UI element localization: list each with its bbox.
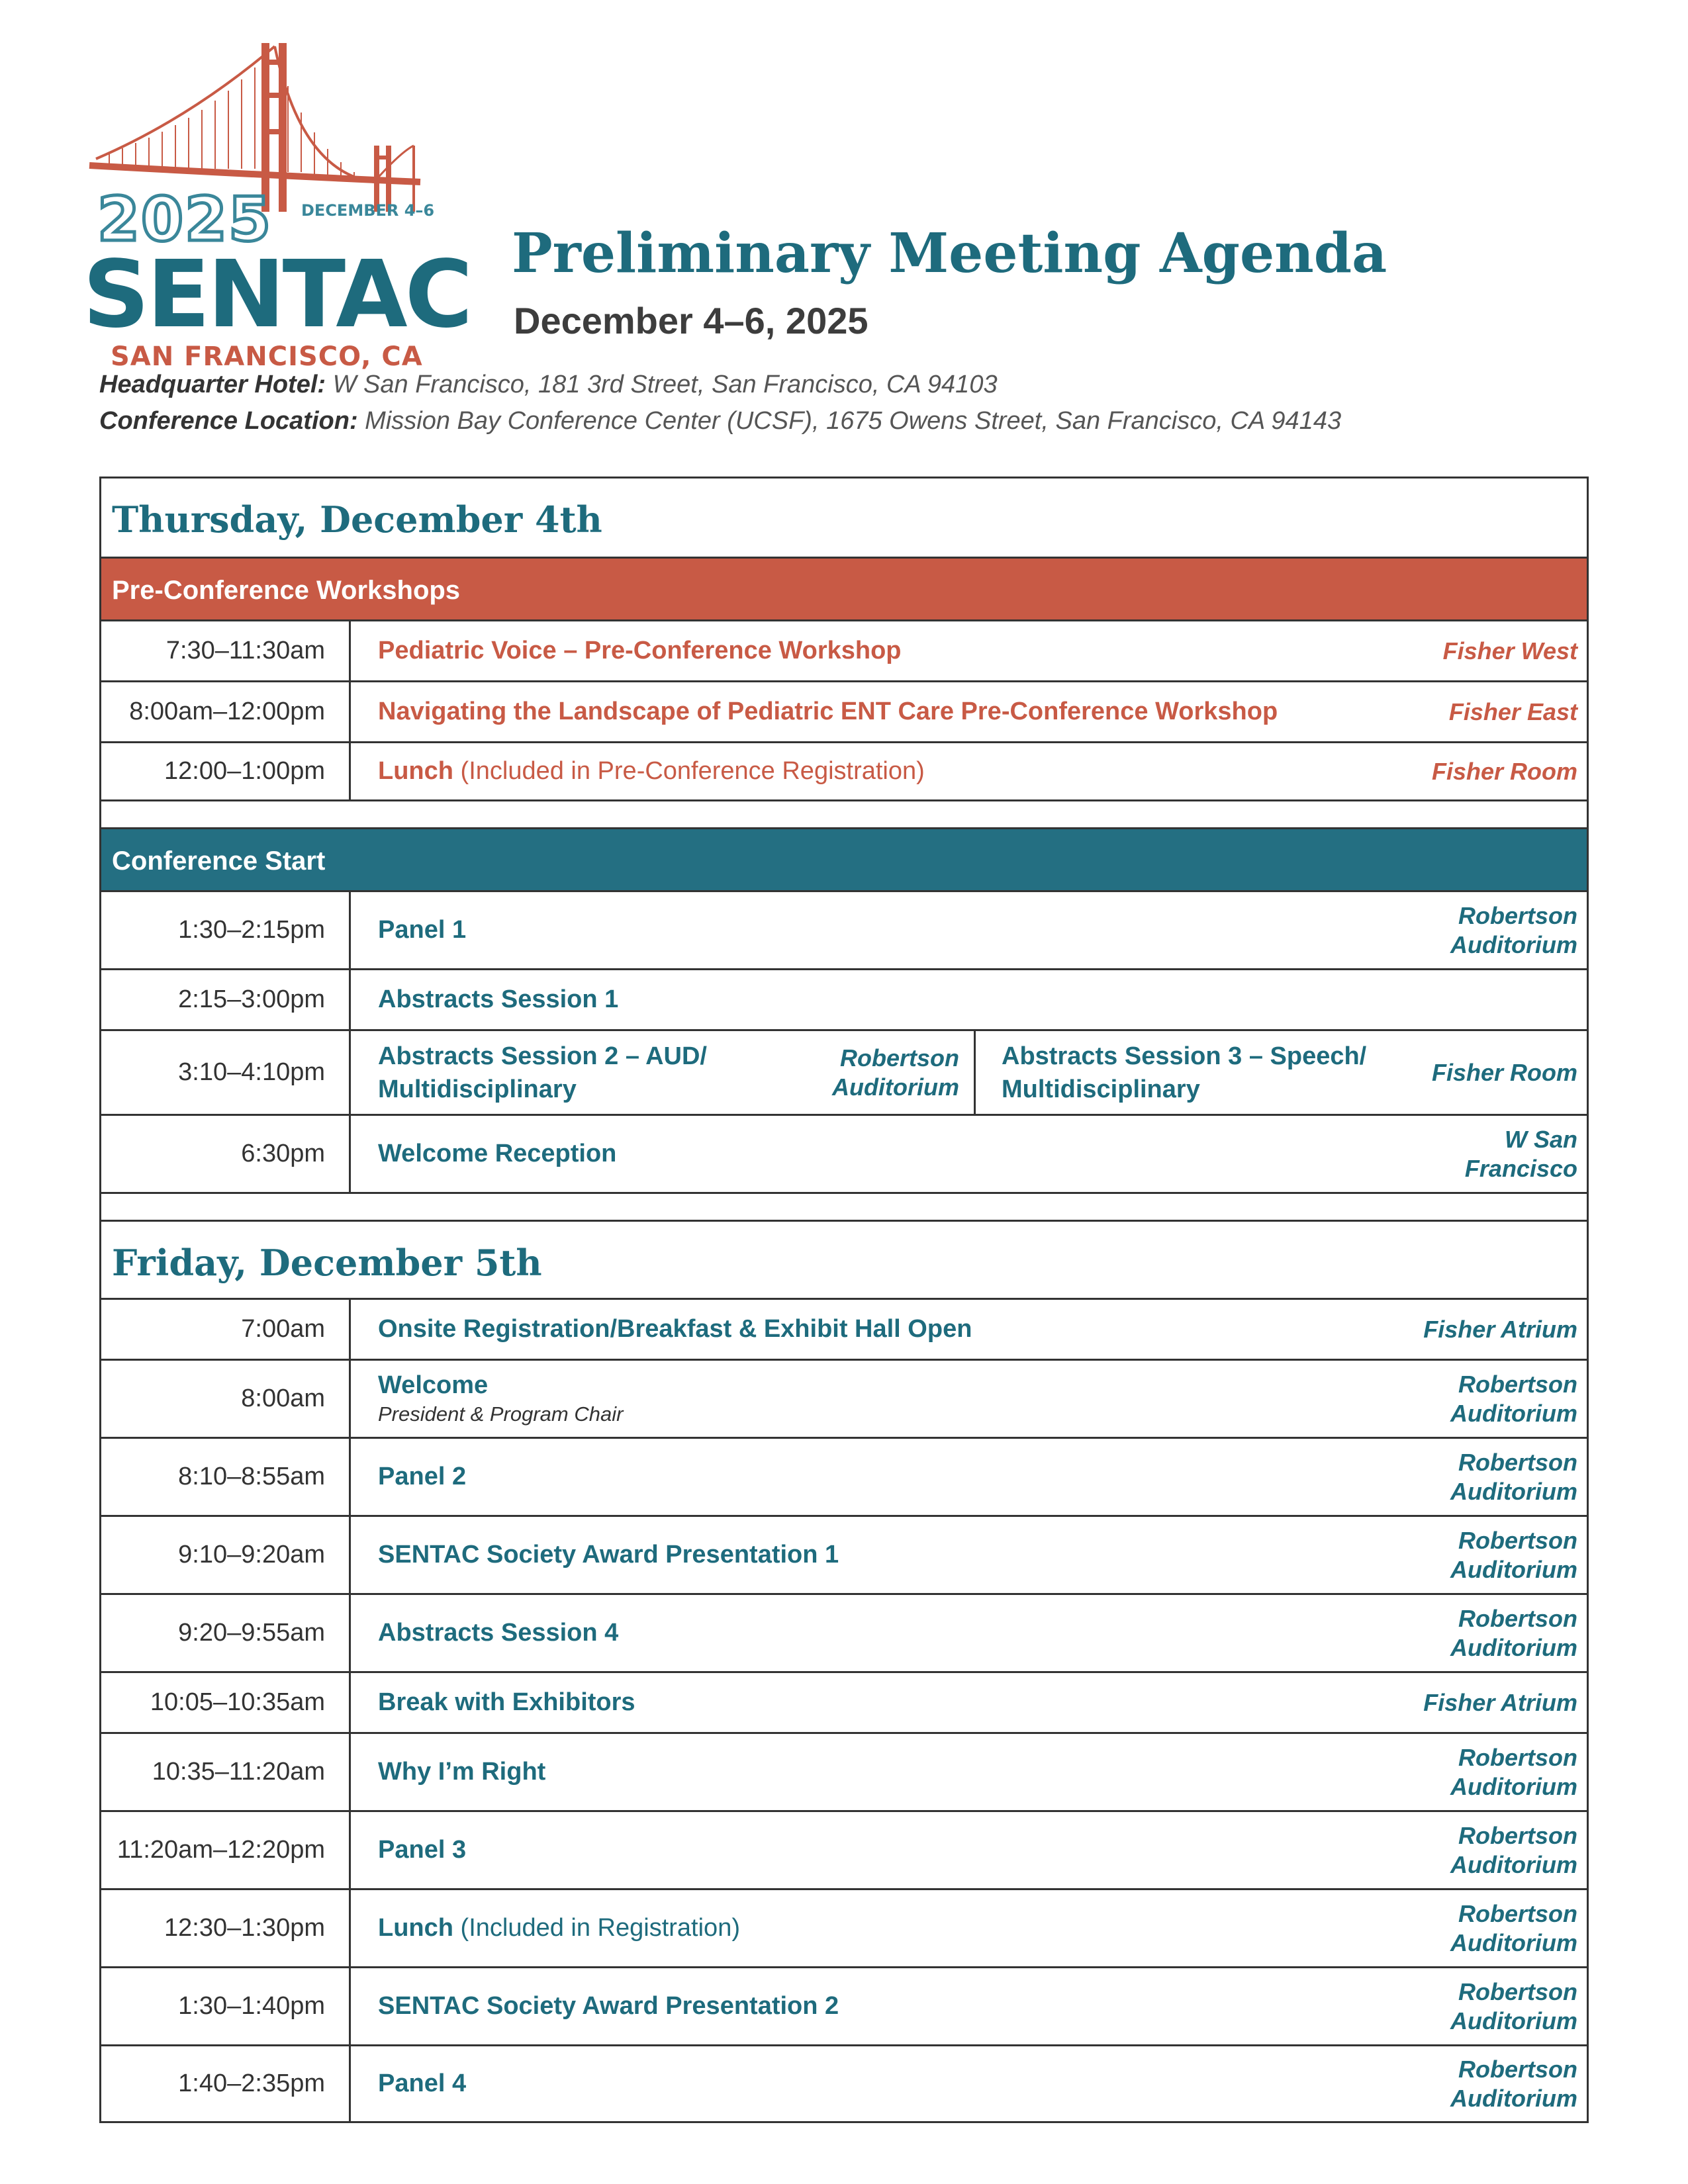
row-location: Robertson Auditorium bbox=[1450, 1370, 1577, 1427]
table-row bbox=[101, 1732, 1587, 1810]
column-divider bbox=[974, 1031, 976, 1114]
day-title: Friday, December 5th bbox=[112, 1242, 542, 1284]
row-event bbox=[378, 892, 466, 968]
row-location: Robertson Auditorium bbox=[1450, 901, 1577, 958]
row-time: 7:00am bbox=[101, 1300, 351, 1359]
row-time: 12:00–1:00pm bbox=[101, 743, 351, 799]
section-title: Conference Start bbox=[112, 846, 326, 876]
venue-conference-value: Mission Bay Conference Center (UCSF), 1675 Owens Street, San Francisco, CA 94143 bbox=[365, 407, 1342, 435]
table-row bbox=[101, 1888, 1587, 1966]
event-a-line1: Abstracts Session 2 – AUD/ bbox=[378, 1042, 707, 1070]
table-row bbox=[101, 1810, 1587, 1888]
table-row bbox=[101, 1359, 1587, 1437]
row-event bbox=[378, 682, 1278, 741]
row-event bbox=[378, 2046, 466, 2121]
row-location: Fisher Room bbox=[1431, 757, 1577, 785]
venue-conference-label: Conference Location: bbox=[99, 407, 358, 435]
row-event bbox=[378, 1890, 740, 1966]
row-location: Robertson Auditorium bbox=[1450, 1604, 1577, 1661]
row-event bbox=[378, 1517, 839, 1593]
row-location: Robertson Auditorium bbox=[1450, 1526, 1577, 1583]
table-row bbox=[101, 1671, 1587, 1732]
row-event bbox=[378, 1361, 623, 1437]
row-event bbox=[378, 743, 925, 799]
row-time: 1:40–2:35pm bbox=[101, 2046, 351, 2121]
event-title: Navigating the Landscape of Pediatric ENT Care Pre-Conference Workshop bbox=[378, 698, 1278, 725]
event-title: Abstracts Session 4 bbox=[378, 1619, 619, 1647]
table-row-split bbox=[101, 1029, 1587, 1114]
event-note: (Included in Pre-Conference Registration) bbox=[460, 757, 925, 785]
row-location: Robertson Auditorium bbox=[1450, 1743, 1577, 1800]
table-row bbox=[101, 890, 1587, 968]
event-title: Lunch bbox=[378, 757, 453, 785]
event-title: Lunch bbox=[378, 1914, 453, 1942]
logo-city: SAN FRANCISCO, CA bbox=[111, 341, 423, 372]
event-title: Welcome bbox=[378, 1371, 489, 1399]
day-title: Thursday, December 4th bbox=[112, 498, 602, 541]
spacer-row bbox=[101, 799, 1587, 827]
row-location: Robertson Auditorium bbox=[1450, 1899, 1577, 1956]
row-time: 8:10–8:55am bbox=[101, 1439, 351, 1515]
event-title: Break with Exhibitors bbox=[378, 1688, 635, 1716]
table-row bbox=[101, 1298, 1587, 1359]
table-row bbox=[101, 680, 1587, 741]
agenda-table bbox=[99, 477, 1589, 2123]
row-time: 11:20am–12:20pm bbox=[101, 1812, 351, 1888]
event-subtitle: President & Program Chair bbox=[378, 1402, 624, 1426]
venue-conference bbox=[99, 407, 1341, 435]
row-location: Fisher West bbox=[1442, 637, 1577, 664]
table-row bbox=[101, 1515, 1587, 1593]
row-location: Robertson Auditorium bbox=[1450, 1821, 1577, 1878]
event-title: Abstracts Session 1 bbox=[378, 985, 619, 1013]
event-title: Panel 2 bbox=[378, 1463, 467, 1490]
row-event bbox=[378, 1968, 839, 2044]
row-event bbox=[378, 1300, 972, 1359]
event-title: Panel 4 bbox=[378, 2070, 467, 2097]
sentac-logo bbox=[83, 40, 471, 372]
table-row bbox=[101, 619, 1587, 680]
row-time: 6:30pm bbox=[101, 1116, 351, 1192]
spacer-row bbox=[101, 1192, 1587, 1220]
row-time: 8:00am bbox=[101, 1361, 351, 1437]
event-title: Pediatric Voice – Pre-Conference Workshop bbox=[378, 637, 902, 664]
row-location-a: Robertson Auditorium bbox=[832, 1044, 959, 1101]
table-row bbox=[101, 1114, 1587, 1192]
row-event bbox=[378, 1734, 545, 1810]
row-location: W San Francisco bbox=[1464, 1125, 1577, 1182]
venue-hotel bbox=[99, 371, 998, 399]
event-title: Panel 1 bbox=[378, 916, 467, 944]
venue-hotel-value: W San Francisco, 181 3rd Street, San Francisco, CA 94103 bbox=[332, 371, 998, 398]
table-row bbox=[101, 1593, 1587, 1671]
row-time: 1:30–1:40pm bbox=[101, 1968, 351, 2044]
row-location: Robertson Auditorium bbox=[1450, 1448, 1577, 1505]
row-event bbox=[378, 1812, 466, 1888]
page-title: Preliminary Meeting Agenda bbox=[512, 222, 1387, 285]
row-event bbox=[378, 1673, 635, 1732]
table-row bbox=[101, 1966, 1587, 2044]
row-time: 1:30–2:15pm bbox=[101, 892, 351, 968]
row-event bbox=[378, 1595, 618, 1671]
row-event bbox=[378, 621, 902, 680]
section-header-conference-start bbox=[101, 827, 1587, 890]
section-title: Pre-Conference Workshops bbox=[112, 576, 461, 605]
event-title: Why I’m Right bbox=[378, 1758, 546, 1786]
table-row bbox=[101, 2044, 1587, 2121]
row-location: Fisher Atrium bbox=[1423, 1315, 1577, 1343]
event-note: (Included in Registration) bbox=[460, 1914, 740, 1942]
event-title: Panel 3 bbox=[378, 1836, 467, 1864]
row-time: 10:05–10:35am bbox=[101, 1673, 351, 1732]
table-row bbox=[101, 741, 1587, 799]
row-time: 7:30–11:30am bbox=[101, 621, 351, 680]
row-location-b: Fisher Room bbox=[1431, 1058, 1577, 1086]
logo-dates: DECEMBER 4–6 bbox=[301, 201, 435, 220]
row-location: Robertson Auditorium bbox=[1450, 1978, 1577, 2034]
row-time: 2:15–3:00pm bbox=[101, 970, 351, 1029]
section-header-preconference bbox=[101, 557, 1587, 619]
row-event-b bbox=[1002, 1031, 1366, 1114]
logo-name: SENTAC bbox=[83, 241, 471, 349]
row-time: 9:20–9:55am bbox=[101, 1595, 351, 1671]
row-location: Fisher Atrium bbox=[1423, 1688, 1577, 1716]
page-subtitle: December 4–6, 2025 bbox=[514, 300, 868, 341]
thursday-block bbox=[99, 477, 1589, 2123]
row-time: 10:35–11:20am bbox=[101, 1734, 351, 1810]
row-event bbox=[378, 1439, 466, 1515]
event-title: SENTAC Society Award Presentation 1 bbox=[378, 1541, 839, 1569]
table-row bbox=[101, 1437, 1587, 1515]
row-time: 9:10–9:20am bbox=[101, 1517, 351, 1593]
row-location: Robertson Auditorium bbox=[1450, 2055, 1577, 2112]
event-title: Onsite Registration/Breakfast & Exhibit Hall Open bbox=[378, 1315, 972, 1343]
row-event bbox=[378, 970, 618, 1029]
row-location: Fisher East bbox=[1448, 698, 1577, 725]
row-time: 3:10–4:10pm bbox=[101, 1031, 351, 1114]
venue-hotel-label: Headquarter Hotel: bbox=[99, 371, 326, 398]
event-a-line2: Multidisciplinary bbox=[378, 1075, 577, 1103]
event-b-line1: Abstracts Session 3 – Speech/ bbox=[1002, 1042, 1367, 1070]
row-time: 12:30–1:30pm bbox=[101, 1890, 351, 1966]
logo-year: 2025 bbox=[97, 184, 273, 255]
row-event-a bbox=[378, 1031, 707, 1114]
day-header-friday bbox=[101, 1220, 1587, 1298]
event-title: Welcome Reception bbox=[378, 1140, 617, 1167]
row-event bbox=[378, 1116, 616, 1192]
table-row bbox=[101, 968, 1587, 1029]
row-time: 8:00am–12:00pm bbox=[101, 682, 351, 741]
event-b-line2: Multidisciplinary bbox=[1002, 1075, 1200, 1103]
day-header-thursday bbox=[101, 478, 1587, 557]
event-title: SENTAC Society Award Presentation 2 bbox=[378, 1992, 839, 2020]
